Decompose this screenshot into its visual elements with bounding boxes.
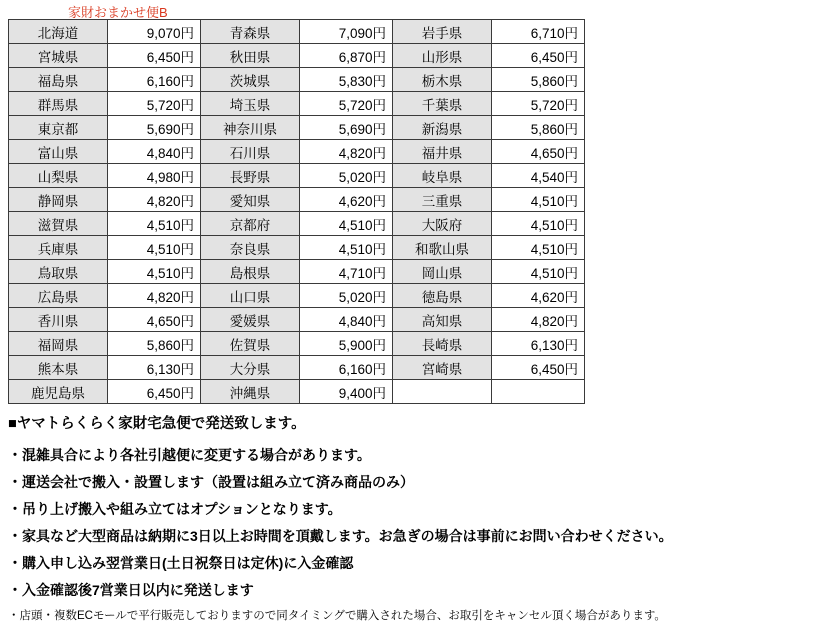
fee-cell: 9,400円	[300, 380, 393, 404]
fee-cell: 4,820円	[300, 140, 393, 164]
prefecture-cell: 香川県	[9, 308, 108, 332]
table-row	[9, 140, 585, 164]
prefecture-cell: 長崎県	[393, 332, 492, 356]
prefecture-cell: 熊本県	[9, 356, 108, 380]
prefecture-cell: 滋賀県	[9, 212, 108, 236]
notes-heading: ■ヤマトらくらく家財宅急便で発送致します。	[8, 416, 306, 432]
prefecture-cell: 北海道	[9, 20, 108, 44]
prefecture-cell: 千葉県	[393, 92, 492, 116]
fee-cell: 5,020円	[300, 164, 393, 188]
fee-cell: 4,840円	[300, 308, 393, 332]
prefecture-cell: 愛媛県	[201, 308, 300, 332]
fee-cell: 4,510円	[492, 212, 585, 236]
prefecture-cell: 佐賀県	[201, 332, 300, 356]
fee-cell: 4,510円	[492, 188, 585, 212]
table-body	[9, 20, 585, 404]
fee-cell: 5,830円	[300, 68, 393, 92]
prefecture-cell: 島根県	[201, 260, 300, 284]
prefecture-cell: 新潟県	[393, 116, 492, 140]
fee-cell: 4,620円	[300, 188, 393, 212]
fee-cell: 4,840円	[108, 140, 201, 164]
prefecture-cell: 鳥取県	[9, 260, 108, 284]
table-row	[9, 380, 585, 404]
note-line: ・運送会社で搬入・設置します（設置は組み立て済み商品のみ）	[8, 474, 414, 490]
prefecture-cell: 長野県	[201, 164, 300, 188]
fee-cell: 6,450円	[492, 44, 585, 68]
prefecture-cell: 岡山県	[393, 260, 492, 284]
fee-cell: 7,090円	[300, 20, 393, 44]
table-row	[9, 284, 585, 308]
prefecture-cell: 奈良県	[201, 236, 300, 260]
prefecture-cell: 大分県	[201, 356, 300, 380]
note-line: ・購入申し込み翌営業日(土日祝祭日は定休)に入金確認	[8, 555, 354, 571]
prefecture-cell: 三重県	[393, 188, 492, 212]
table-row	[9, 92, 585, 116]
fee-cell: 4,510円	[492, 236, 585, 260]
fee-cell: 4,650円	[108, 308, 201, 332]
page-title: 家財おまかせ便B	[68, 5, 168, 20]
prefecture-cell: 山形県	[393, 44, 492, 68]
table-row	[9, 164, 585, 188]
fee-cell: 5,690円	[300, 116, 393, 140]
fee-cell: 5,720円	[300, 92, 393, 116]
fee-cell: 5,860円	[108, 332, 201, 356]
prefecture-cell: 福井県	[393, 140, 492, 164]
fee-cell: 4,510円	[300, 212, 393, 236]
prefecture-cell: 青森県	[201, 20, 300, 44]
prefecture-cell: 兵庫県	[9, 236, 108, 260]
fee-cell: 4,510円	[108, 236, 201, 260]
prefecture-cell: 京都府	[201, 212, 300, 236]
table-row	[9, 356, 585, 380]
prefecture-cell: 鹿児島県	[9, 380, 108, 404]
table-row	[9, 20, 585, 44]
prefecture-cell: 栃木県	[393, 68, 492, 92]
table-row	[9, 236, 585, 260]
fee-cell: 4,510円	[492, 260, 585, 284]
table-row	[9, 188, 585, 212]
table-row	[9, 308, 585, 332]
fee-cell: 6,130円	[492, 332, 585, 356]
table-row	[9, 212, 585, 236]
note-line: ・入金確認後7営業日以内に発送します	[8, 582, 254, 598]
fee-cell: 5,020円	[300, 284, 393, 308]
note-line: ・家具など大型商品は納期に3日以上お時間を頂戴します。お急ぎの場合は事前にお問い合わせください。	[8, 528, 673, 544]
fee-cell: 5,860円	[492, 116, 585, 140]
fee-cell: 6,710円	[492, 20, 585, 44]
prefecture-cell: 石川県	[201, 140, 300, 164]
prefecture-cell: 東京都	[9, 116, 108, 140]
note-line: ・吊り上げ搬入や組み立てはオプションとなります。	[8, 501, 342, 517]
prefecture-cell: 山口県	[201, 284, 300, 308]
prefecture-cell: 和歌山県	[393, 236, 492, 260]
fee-cell: 4,620円	[492, 284, 585, 308]
prefecture-cell: 静岡県	[9, 188, 108, 212]
fee-cell: 4,510円	[108, 212, 201, 236]
fee-cell: 6,870円	[300, 44, 393, 68]
prefecture-cell: 宮崎県	[393, 356, 492, 380]
fee-cell: 5,900円	[300, 332, 393, 356]
table-row	[9, 260, 585, 284]
notes-section	[8, 412, 808, 630]
empty-cell	[393, 380, 492, 404]
prefecture-cell: 茨城県	[201, 68, 300, 92]
table-row	[9, 44, 585, 68]
fee-cell: 4,820円	[492, 308, 585, 332]
fee-cell: 5,720円	[492, 92, 585, 116]
fee-cell: 6,160円	[300, 356, 393, 380]
prefecture-cell: 福岡県	[9, 332, 108, 356]
fee-cell: 6,130円	[108, 356, 201, 380]
prefecture-cell: 宮城県	[9, 44, 108, 68]
prefecture-cell: 沖縄県	[201, 380, 300, 404]
note-line: ・混雑具合により各社引越便に変更する場合があります。	[8, 447, 371, 463]
fee-cell: 6,450円	[108, 44, 201, 68]
prefecture-cell: 大阪府	[393, 212, 492, 236]
prefecture-cell: 秋田県	[201, 44, 300, 68]
prefecture-cell: 富山県	[9, 140, 108, 164]
fee-cell: 6,450円	[492, 356, 585, 380]
prefecture-cell: 高知県	[393, 308, 492, 332]
fee-cell: 4,540円	[492, 164, 585, 188]
prefecture-cell: 岐阜県	[393, 164, 492, 188]
fee-cell: 4,510円	[300, 236, 393, 260]
prefecture-cell: 神奈川県	[201, 116, 300, 140]
fee-cell: 5,720円	[108, 92, 201, 116]
fee-cell: 4,650円	[492, 140, 585, 164]
fee-cell: 5,860円	[492, 68, 585, 92]
fee-cell: 9,070円	[108, 20, 201, 44]
shipping-fee-table	[8, 19, 585, 404]
prefecture-cell: 山梨県	[9, 164, 108, 188]
prefecture-cell: 徳島県	[393, 284, 492, 308]
fee-cell: 4,510円	[108, 260, 201, 284]
prefecture-cell: 広島県	[9, 284, 108, 308]
prefecture-cell: 愛知県	[201, 188, 300, 212]
prefecture-cell: 福島県	[9, 68, 108, 92]
table-row	[9, 68, 585, 92]
empty-cell	[492, 380, 585, 404]
fee-cell: 4,820円	[108, 188, 201, 212]
prefecture-cell: 埼玉県	[201, 92, 300, 116]
note-line-disclaimer: ・店頭・複数ECモールで平行販売しておりますので同タイミングで購入された場合、お取引をキャンセル頂く場合があります。	[8, 610, 666, 622]
fee-cell: 4,820円	[108, 284, 201, 308]
table-row	[9, 332, 585, 356]
prefecture-cell: 岩手県	[393, 20, 492, 44]
fee-cell: 6,450円	[108, 380, 201, 404]
fee-cell: 6,160円	[108, 68, 201, 92]
fee-cell: 5,690円	[108, 116, 201, 140]
table-row	[9, 116, 585, 140]
prefecture-cell: 群馬県	[9, 92, 108, 116]
fee-cell: 4,710円	[300, 260, 393, 284]
fee-cell: 4,980円	[108, 164, 201, 188]
